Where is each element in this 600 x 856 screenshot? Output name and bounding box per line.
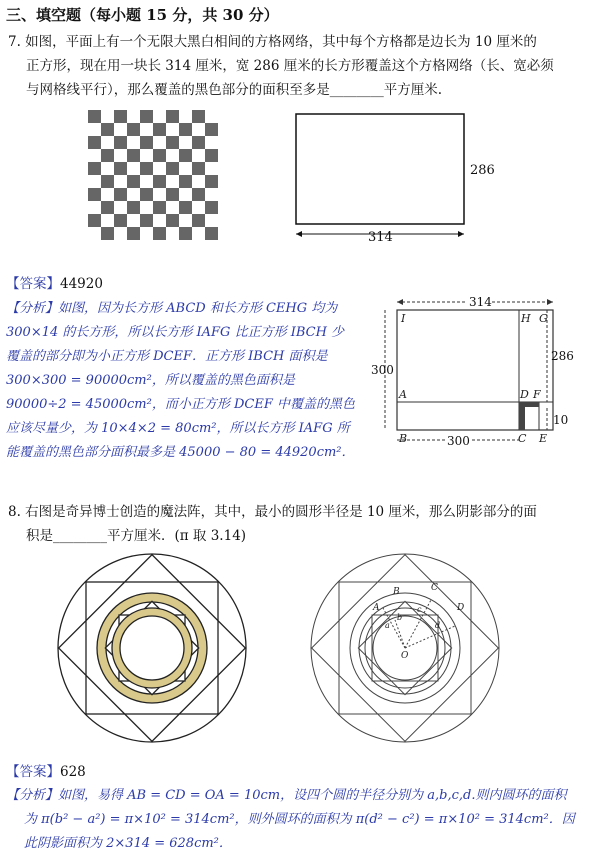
q7-analysis-1: 【分析】如图，因为长方形 ABCD 和长方形 CEHG 均为	[6, 301, 338, 316]
checker-square	[179, 149, 192, 162]
diag-top-arrow-l	[397, 299, 403, 305]
label-D: D	[457, 603, 465, 613]
checker-square	[166, 136, 179, 149]
checker-square	[179, 227, 192, 240]
point-B: B	[399, 432, 408, 445]
rectangle-figure	[290, 108, 520, 248]
checker-square	[114, 162, 127, 175]
checker-square	[101, 123, 114, 136]
checker-square	[179, 175, 192, 188]
q8-analysis-3: 此阴影面积为 2×314 = 628cm²．	[24, 836, 232, 851]
checker-square	[88, 110, 101, 123]
checker-square	[127, 175, 140, 188]
checker-square	[101, 149, 114, 162]
q7-analysis-4: 300×300 = 90000cm²，所以覆盖的黑色面积是	[6, 373, 295, 388]
q7-analysis-diagram	[371, 288, 595, 463]
checker-square	[114, 188, 127, 201]
checker-square	[101, 201, 114, 214]
section-title: 三、填空题（每小题 15 分，共 30 分）	[6, 6, 279, 24]
label-A: A	[373, 603, 380, 613]
q7-analysis-3: 覆盖的部分即为小正方形 DCEF．正方形 IBCH 面积是	[6, 349, 328, 364]
q8-analysis-1: 【分析】如图，易得 AB = CD = OA = 10cm，设四个圆的半径分别为 a,b,c,d.则内圆环的面积	[6, 788, 567, 803]
checker-square	[88, 214, 101, 227]
checker-square	[114, 214, 127, 227]
rectangle-outline	[296, 114, 464, 224]
label-d: d	[435, 621, 441, 630]
checker-square	[153, 175, 166, 188]
checker-square	[101, 175, 114, 188]
diag-big-rect	[397, 310, 553, 430]
point-E: E	[539, 432, 548, 445]
q8-line-1: 8. 右图是奇异博士创造的魔法阵，其中，最小的圆形半径是 10 厘米，那么阴影部分的面	[8, 504, 537, 520]
checker-square	[153, 227, 166, 240]
checker-square	[192, 188, 205, 201]
checker-square	[140, 188, 153, 201]
checker-square	[127, 123, 140, 136]
checker-square	[166, 162, 179, 175]
checker-square	[127, 149, 140, 162]
checker-square	[192, 110, 205, 123]
diag-right-label: 286	[551, 349, 574, 363]
label-B: B	[393, 587, 400, 597]
width-arrow-left	[296, 231, 302, 237]
checker-square	[88, 136, 101, 149]
checker-square	[153, 123, 166, 136]
checker-square	[192, 214, 205, 227]
checker-square	[166, 110, 179, 123]
checker-square	[205, 123, 218, 136]
point-G: G	[539, 312, 548, 325]
q7-analysis-2: 300×14 的长方形，所以长方形 IAFG 比正方形 IBCH 少	[6, 325, 345, 340]
checker-square	[140, 136, 153, 149]
label-b: b	[397, 613, 403, 622]
point-F: F	[533, 388, 541, 401]
checker-square	[114, 110, 127, 123]
checker-square	[140, 110, 153, 123]
q7-analysis-7: 能覆盖的黑色部分面积最多是 45000 − 80 = 44920cm²．	[6, 445, 355, 460]
q7-answer	[6, 272, 103, 292]
height-label: 286	[470, 163, 495, 178]
point-C: C	[518, 432, 527, 445]
q7-line-1: 7. 如图，平面上有一个无限大黑白相间的方格网络，其中每个方格都是边长为 10 厘米的	[8, 34, 537, 50]
label-O: O	[401, 651, 409, 661]
checker-square	[166, 214, 179, 227]
magic-circle-labeled	[305, 548, 505, 748]
q8-line-2: 积是________平方厘米．(π 取 3.14)	[26, 528, 247, 544]
q8-answer-value: 628	[60, 764, 86, 780]
diag-small-label: 10	[553, 413, 569, 427]
checkerboard-figure	[88, 110, 218, 240]
q7-analysis-6: 应该尽量少，为 10×4×2 = 80cm²，所以长方形 IAFG 所	[6, 421, 350, 436]
checker-square	[127, 227, 140, 240]
label-a: a	[385, 621, 390, 630]
magic-circle-figure	[52, 548, 252, 748]
label-C: C	[431, 583, 438, 593]
checker-square	[205, 149, 218, 162]
q7-line-2: 正方形，现在用一块长 314 厘米，宽 286 厘米的长方形覆盖这个方格网络（长、宽必须	[26, 58, 554, 74]
point-I: I	[401, 312, 406, 325]
label-c: c	[417, 605, 422, 614]
q7-answer-value: 44920	[60, 276, 103, 292]
checker-square	[88, 188, 101, 201]
checker-square	[179, 123, 192, 136]
checker-square	[192, 136, 205, 149]
checker-square	[140, 162, 153, 175]
checker-square	[205, 227, 218, 240]
point-D: D	[520, 388, 529, 401]
diag-black-top	[525, 402, 539, 407]
checker-square	[88, 162, 101, 175]
diag-black-bar	[519, 402, 525, 430]
point-H: H	[521, 312, 531, 325]
q7-line-3: 与网格线平行），那么覆盖的黑色部分的面积至多是________平方厘米.	[26, 82, 443, 98]
q7-analysis-5: 90000÷2 = 45000cm²，而小正方形 DCEF 中覆盖的黑色	[6, 397, 355, 412]
diag-top-arrow-r	[547, 299, 553, 305]
checker-square	[101, 227, 114, 240]
checker-square	[153, 149, 166, 162]
point-A: A	[399, 388, 407, 401]
width-arrow-right	[458, 231, 464, 237]
checker-square	[153, 201, 166, 214]
diag-bottom-label: 300	[447, 434, 470, 448]
diag-left-label: 300	[371, 363, 394, 377]
checker-square	[114, 136, 127, 149]
checker-square	[205, 175, 218, 188]
checker-square	[127, 201, 140, 214]
checker-square	[205, 201, 218, 214]
q8-answer-tag: 【答案】	[6, 764, 60, 780]
q8-answer	[6, 760, 86, 780]
diag-top-label: 314	[469, 295, 492, 309]
checker-square	[166, 188, 179, 201]
width-label: 314	[368, 230, 393, 245]
q7-answer-tag: 【答案】	[6, 276, 60, 292]
q8-analysis-2: 为 π(b² − a²) = π×10² = 314cm²，则外圆环的面积为 π(d² − c²) = π×10² = 314cm²．因	[24, 812, 575, 827]
checker-square	[192, 162, 205, 175]
checker-square	[140, 214, 153, 227]
checker-square	[179, 201, 192, 214]
